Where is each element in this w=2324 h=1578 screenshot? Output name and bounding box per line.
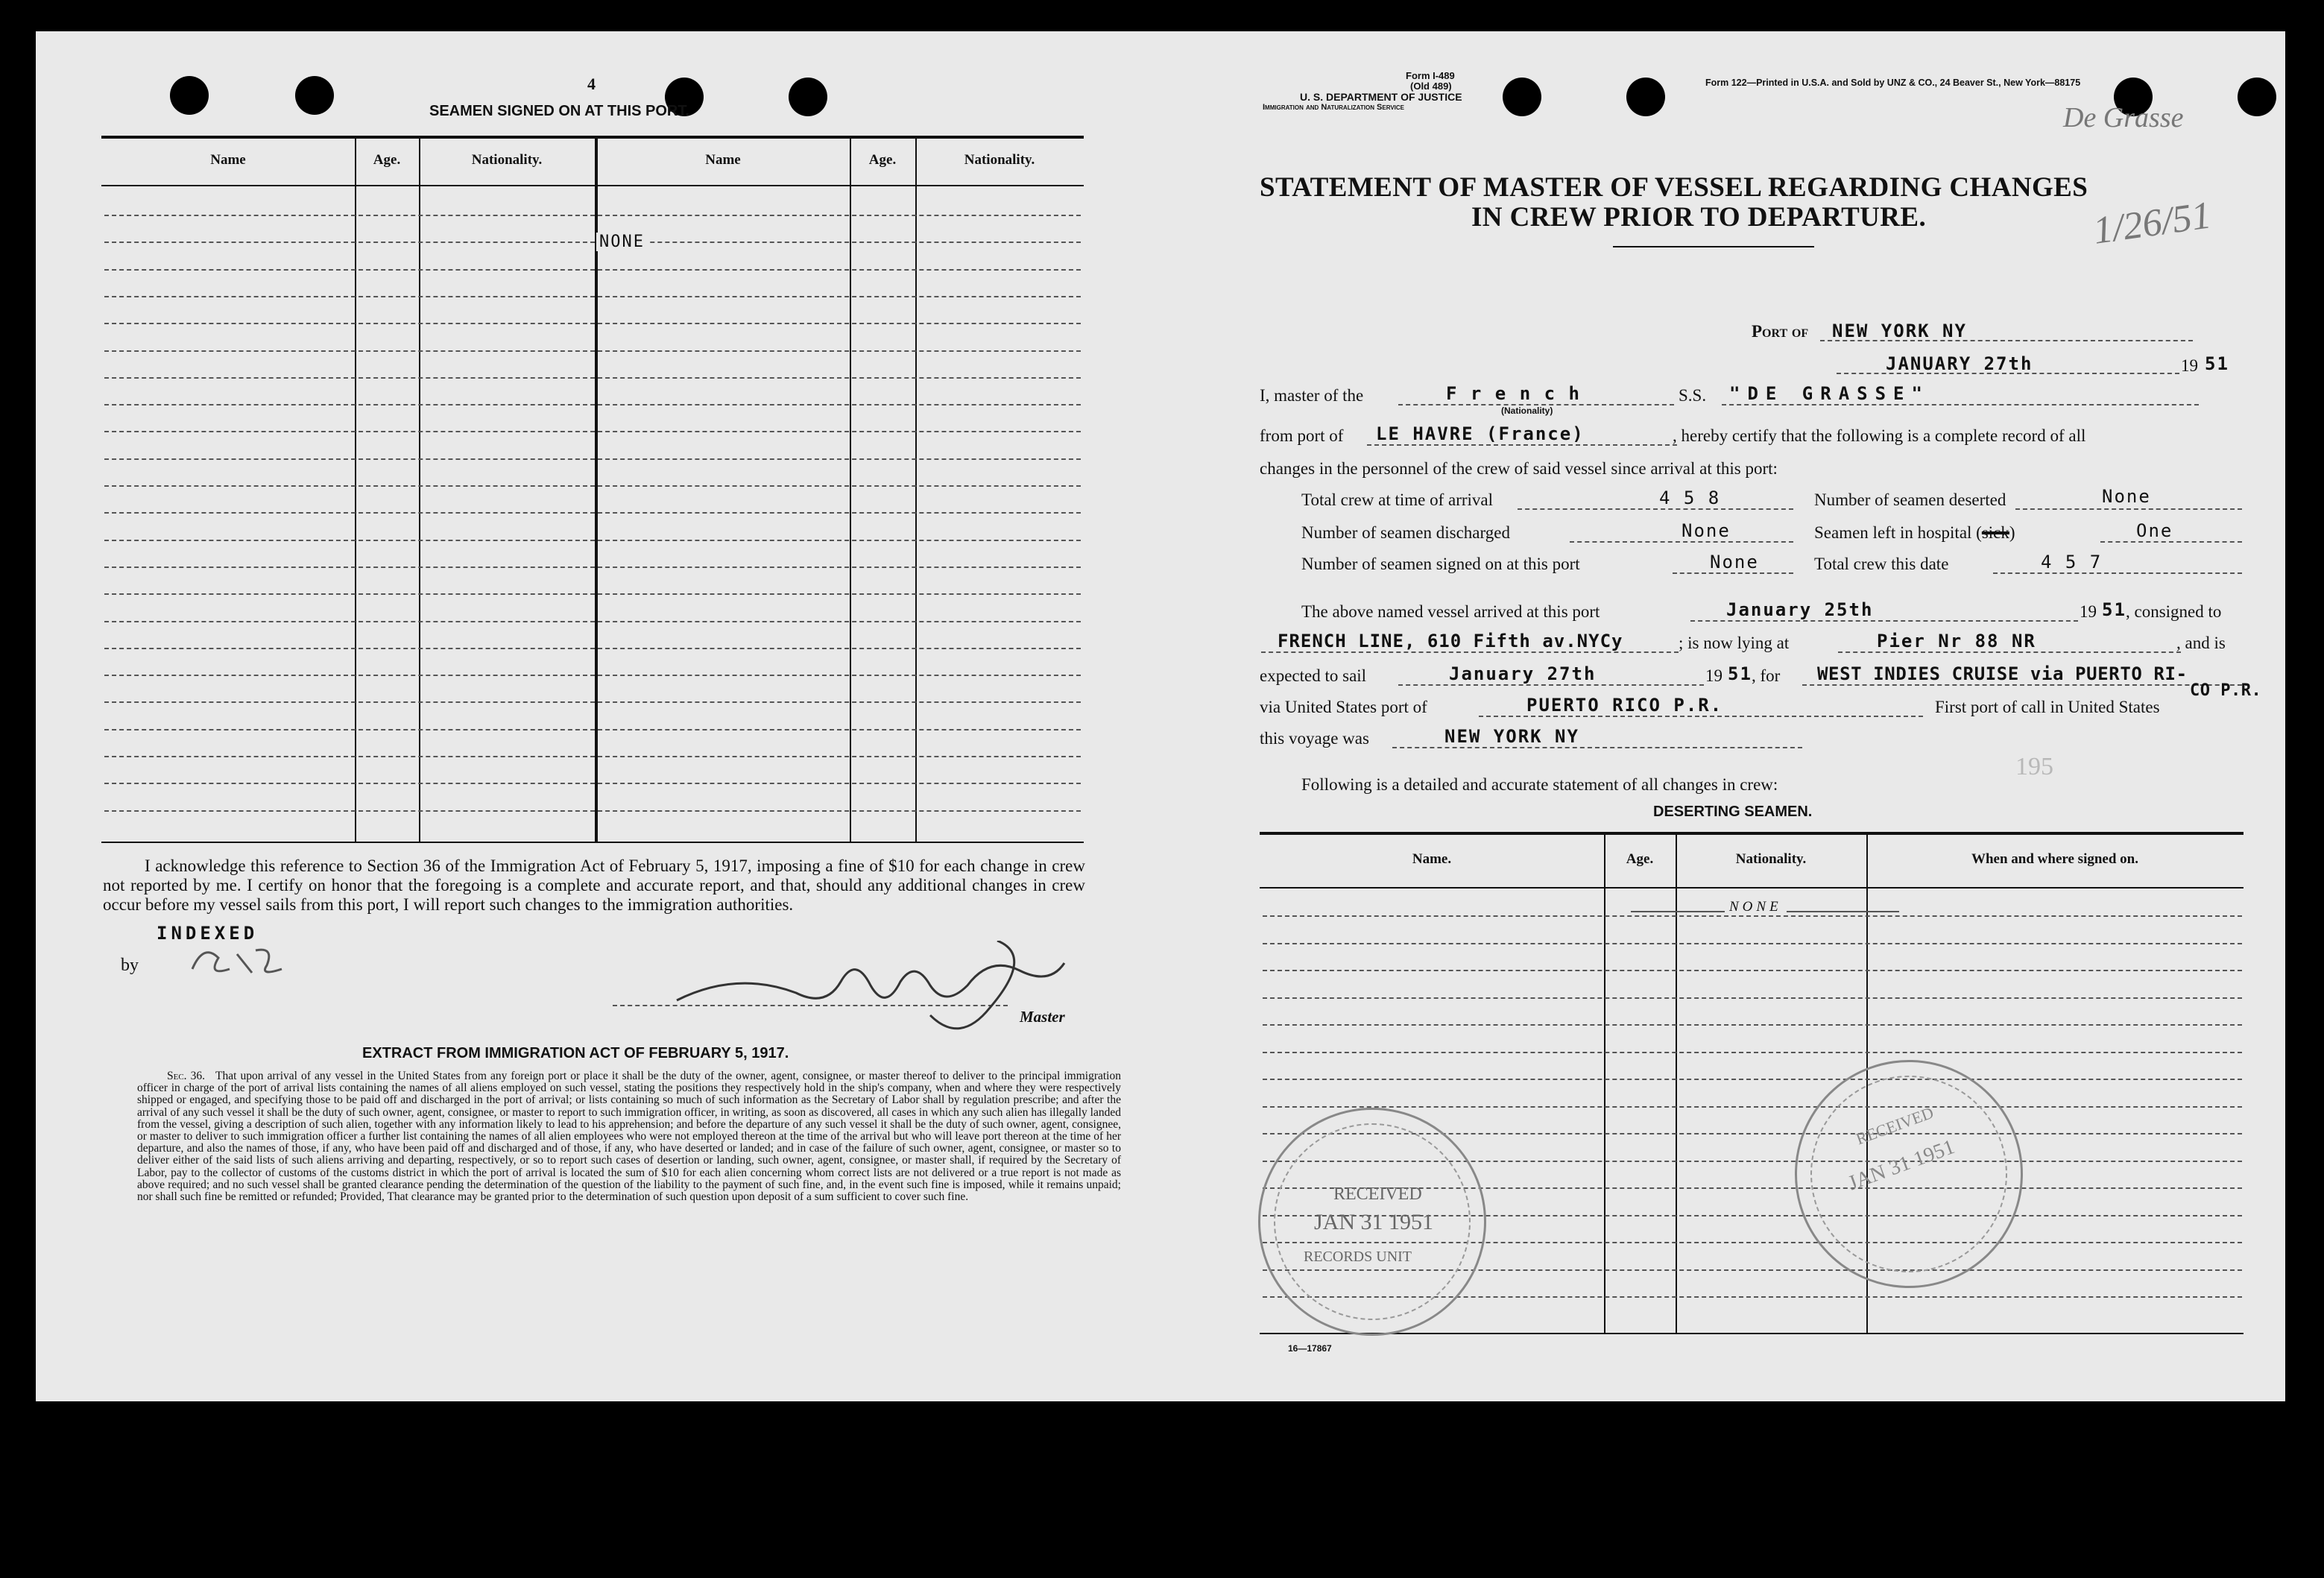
- lying-line: [1838, 651, 2181, 653]
- arrived-line: [1690, 620, 2078, 622]
- stamp-received-text: RECEIVED: [1333, 1184, 1422, 1204]
- form-number: Form I-489: [1406, 70, 1455, 81]
- this-voyage-label: this voyage was: [1260, 729, 1369, 748]
- this-voyage-line: [1392, 747, 1802, 748]
- punch-hole: [170, 76, 209, 115]
- table-row-line: [104, 783, 1081, 784]
- table-row-line: [1263, 997, 2242, 999]
- column-header-age: Age.: [1626, 851, 1654, 867]
- printer-note: Form 122—Printed in U.S.A. and Sold by UNZ & CO., 24 Beaver St., New York—88175: [1705, 78, 2081, 88]
- hospital-label-end: ): [2009, 523, 2015, 542]
- table-row-line: [104, 269, 1081, 271]
- punch-hole: [1503, 78, 1541, 116]
- date-value: JANUARY 27th: [1886, 353, 2033, 374]
- seamen-signed-heading: SEAMEN SIGNED ON AT THIS PORT.: [429, 103, 689, 119]
- form-old-number: (Old 489): [1410, 81, 1452, 92]
- expected-year-prefix: 19: [1705, 666, 1723, 685]
- arrived-year: 51: [2102, 599, 2126, 620]
- column-rule: [1604, 833, 1605, 1334]
- year-value: 51: [2205, 353, 2229, 374]
- form-title-line1: STATEMENT OF MASTER OF VESSEL REGARDING CHANGES: [1260, 172, 2088, 203]
- page-number: 4: [587, 75, 596, 93]
- table-row-line: [1263, 1079, 2242, 1080]
- table-row-line: [1263, 943, 2242, 944]
- table-row-line: [104, 485, 1081, 487]
- deserting-table-header-rule: [1260, 887, 2244, 889]
- changes-text: changes in the personnel of the crew of said vessel since arrival at this port:: [1260, 459, 1778, 478]
- via-label: via United States port of: [1260, 698, 1427, 716]
- total-crew-date-line: [1993, 572, 2242, 574]
- form-title-line2: IN CREW PRIOR TO DEPARTURE.: [1471, 202, 1927, 233]
- table-row-line: [104, 621, 1081, 622]
- table-row-line: [1263, 1052, 2242, 1053]
- following-text: Following is a detailed and accurate statement of all changes in crew:: [1301, 775, 1778, 794]
- table-row-line: [104, 323, 1081, 324]
- column-rule: [1676, 833, 1677, 1334]
- column-header-name: Name: [705, 152, 741, 168]
- table-row-line: [104, 810, 1081, 812]
- faint-page-number: 195: [2015, 753, 2053, 780]
- extract-title: EXTRACT FROM IMMIGRATION ACT OF FEBRUARY 5, 1917.: [362, 1045, 789, 1061]
- expected-year: 51: [1728, 663, 1752, 684]
- total-crew-arrival-label: Total crew at time of arrival: [1301, 490, 1494, 509]
- deserting-seamen-heading: DESERTING SEAMEN.: [1653, 804, 1813, 820]
- table-row-line: [104, 675, 1081, 676]
- indexed-stamp: INDEXED: [157, 923, 259, 944]
- total-crew-arrival-value: 4 5 8: [1659, 487, 1721, 508]
- hospital-line: [2100, 541, 2242, 543]
- master-of-label: I, master of the: [1260, 386, 1364, 405]
- punch-hole: [1626, 78, 1665, 116]
- hospital-struck-word: sick: [1981, 523, 2009, 542]
- expected-label: expected to sail: [1260, 666, 1367, 685]
- stamp-date-text: JAN 31 1951: [1314, 1210, 1434, 1234]
- destination-value: WEST INDIES CRUISE via PUERTO RI-: [1817, 663, 2188, 684]
- section-label: Sec. 36.: [167, 1070, 205, 1082]
- signed-on-value: None: [1710, 552, 1759, 572]
- column-header-name: Name: [210, 152, 246, 168]
- table-row-line: [104, 215, 1081, 216]
- table-row-line: [104, 512, 1081, 514]
- table-row-line: [1263, 915, 2242, 917]
- column-header-nationality: Nationality.: [964, 152, 1035, 168]
- from-port-line: [1367, 444, 1677, 446]
- master-label: Master: [1020, 1008, 1065, 1026]
- table-row-line: [1263, 1106, 2242, 1108]
- deserted-label: Number of seamen deserted: [1814, 490, 2006, 509]
- lying-label: ; is now lying at: [1679, 634, 1790, 652]
- ss-label: S.S.: [1679, 386, 1707, 405]
- total-crew-arrival-line: [1518, 508, 1793, 510]
- indexed-initials: [185, 939, 297, 984]
- deserted-line: [2015, 508, 2242, 510]
- destination-line: [1802, 684, 2249, 686]
- from-port-label: from port of: [1260, 426, 1344, 445]
- table-row-line: [104, 458, 1081, 460]
- via-value: PUERTO RICO P.R.: [1526, 695, 1723, 716]
- received-stamp-right: [1763, 1028, 2055, 1320]
- table-row-line: [104, 242, 1081, 243]
- punch-hole: [295, 76, 334, 115]
- table-row-line: [1263, 1024, 2242, 1026]
- arrived-value: January 25th: [1726, 599, 1874, 620]
- table-row-line: [104, 729, 1081, 730]
- table-row-line: [104, 296, 1081, 297]
- document-page: [36, 31, 2285, 1401]
- deserting-entry-none: NONE: [1725, 899, 1787, 915]
- table-entry-none: NONE: [596, 233, 648, 251]
- table-bottom-rule: [101, 842, 1084, 843]
- signed-on-line: [1673, 572, 1793, 574]
- total-crew-date-value: 4 5 7: [2041, 552, 2103, 572]
- lying-value: Pier Nr 88 NR: [1877, 631, 2036, 651]
- column-header-age: Age.: [373, 152, 401, 168]
- hospital-label: [1814, 523, 2015, 543]
- table-row-line: [104, 648, 1081, 649]
- expected-value: January 27th: [1449, 663, 1597, 684]
- destination-continued: CO P.R.: [2190, 681, 2262, 700]
- via-line: [1479, 716, 1923, 717]
- total-crew-date-label: Total crew this date: [1814, 555, 1949, 573]
- handwritten-vessel-name: De Grasse: [2063, 102, 2184, 133]
- deserting-table-bottom: [1260, 1333, 2244, 1334]
- column-header-nationality: Nationality.: [1735, 851, 1807, 867]
- service-name: Immigration and Naturalization Service: [1263, 103, 1405, 112]
- table-row-line: [104, 431, 1081, 432]
- deserting-table-top: [1260, 832, 2244, 835]
- consignee-line: [1261, 651, 1679, 653]
- port-label: Port of: [1752, 322, 1809, 341]
- master-signature: [647, 941, 1079, 1030]
- indexed-by-label: by: [121, 956, 139, 975]
- table-row-line: [104, 377, 1081, 379]
- stamp-unit-text: RECORDS UNIT: [1304, 1249, 1412, 1265]
- discharged-value: None: [1682, 520, 1731, 541]
- hospital-value: One: [2136, 520, 2173, 541]
- punch-hole: [789, 78, 827, 116]
- received-stamp-left: [1258, 1108, 1486, 1336]
- table-row-line: [104, 701, 1081, 703]
- department-name: U. S. DEPARTMENT OF JUSTICE: [1300, 91, 1462, 103]
- table-row-line: [1263, 970, 2242, 971]
- table-row-line: [104, 404, 1081, 405]
- stamp-received-text: RECEIVED: [1853, 1102, 1936, 1149]
- deserted-value: None: [2102, 486, 2151, 507]
- year-prefix: 19: [2181, 356, 2198, 375]
- title-underline: [1613, 246, 1814, 247]
- consignee-value: FRENCH LINE, 610 Fifth av.NYCy: [1278, 631, 1623, 651]
- vessel-line: [1722, 404, 2199, 405]
- table-header-rule: [101, 185, 1084, 186]
- discharged-line: [1570, 541, 1793, 543]
- table-row-line: [104, 350, 1081, 352]
- table-row-line: [104, 593, 1081, 595]
- arrived-label: The above named vessel arrived at this port: [1301, 602, 1600, 621]
- handwritten-date: 1/26/51: [2090, 194, 2214, 253]
- column-header-name: Name.: [1412, 851, 1452, 867]
- hospital-label-text: Seamen left in hospital (: [1814, 523, 1982, 542]
- first-port-label: First port of call in United States: [1935, 698, 2160, 716]
- consigned-label: , consigned to: [2126, 602, 2222, 621]
- discharged-label: Number of seamen discharged: [1301, 523, 1510, 542]
- expected-line: [1398, 684, 1704, 686]
- column-header-when-where: When and where signed on.: [1971, 851, 2138, 867]
- column-header-age: Age.: [868, 152, 897, 168]
- table-row-line: [104, 756, 1081, 757]
- stamp-date-text: JAN 31 1951: [1845, 1135, 1958, 1196]
- nationality-value: F r e n c h: [1446, 383, 1581, 404]
- this-voyage-value: NEW YORK NY: [1444, 726, 1579, 747]
- section-body: That upon arrival of any vessel in the United States from any foreign port or place it shall be the duty of the owner, agent, consignee, or master thereof to deliver to the principal immigration officer in charge of the port of arrival lists containing the names of all aliens employed on such vessel, stating the positions they respectively hold in the ship's company, when and where they were respectively shipped or engaged, and specifying those to be paid off and discharged in the port of arrival; or lists containing so much of such information as the Secretary of Labor shall by regulation prescribe; and after the arrival of any such vessel it shall be the duty of such owner, agent, consignee, or master to report to such immigration officer, in writing, as soon as discovered, all cases in which any such alien has illegally landed from the vessel, giving a description of such alien, together with any information likely to lead to his apprehension; and before the departure of any such vessel it shall be the duty of such owner, agent, consignee, or master to deliver to such immigration officer a further list containing the names of all alien employees who were not employed thereon at the time of the arrival but who will leave port thereon at the time of her departure, and also the names of those, if any, who have been paid off and discharged and of those, if any, who have deserted or landed; and in case of the failure of such owner, agent, consignee, or master so to deliver either of the said lists of such aliens arriving and departing, respectively, or so to report such cases of desertion or landing, such owner, agent, consignee, or master shall, if required by the Secretary of Labor, pay to the collector of customs of the customs district in which the port of arrival is located the sum of $10 for each alien concerning whom correct lists are not delivered or a true report is not made as above required; and no such vessel shall be granted clearance pending the determination of the question of the liability to the payment of such fine, and, in the event such fine is imposed, while it remains unpaid; nor shall such fine be remitted or refunded; Provided, That clearance may be granted prior to the determination of such question upon deposit of a sum sufficient to cover such fine.: [137, 1070, 1121, 1204]
- form-code: 16—17867: [1288, 1343, 1332, 1354]
- arrived-year-prefix: 19: [2080, 602, 2097, 621]
- acknowledgment-paragraph: I acknowledge this reference to Section 36 of the Immigration Act of February 5, 1917, imposing a fine of $10 for each change in crew not reported by me. I certify on honor that the foregoing is a complete and accurate report, and that, should any additional changes in crew occur before my vessel sails from this port, I will report such changes to the immigration authorities.: [103, 856, 1085, 914]
- and-is-label: , and is: [2176, 634, 2226, 652]
- port-value: NEW YORK NY: [1832, 321, 1967, 341]
- section-36-text: [137, 1070, 1121, 1203]
- from-port-value: LE HAVRE (France): [1376, 423, 1585, 444]
- vessel-name: "DE GRASSE": [1729, 383, 1930, 404]
- certify-text: , hereby certify that the following is a complete record of all: [1673, 426, 2086, 445]
- table-row-line: [104, 540, 1081, 541]
- table-row-line: [104, 566, 1081, 568]
- nationality-caption: (Nationality): [1501, 405, 1553, 416]
- signed-on-label: Number of seamen signed on at this port: [1301, 555, 1580, 573]
- for-label: , for: [1752, 666, 1781, 685]
- table-top-rule: [101, 136, 1084, 139]
- punch-hole: [2238, 78, 2276, 116]
- column-header-nationality: Nationality.: [471, 152, 543, 168]
